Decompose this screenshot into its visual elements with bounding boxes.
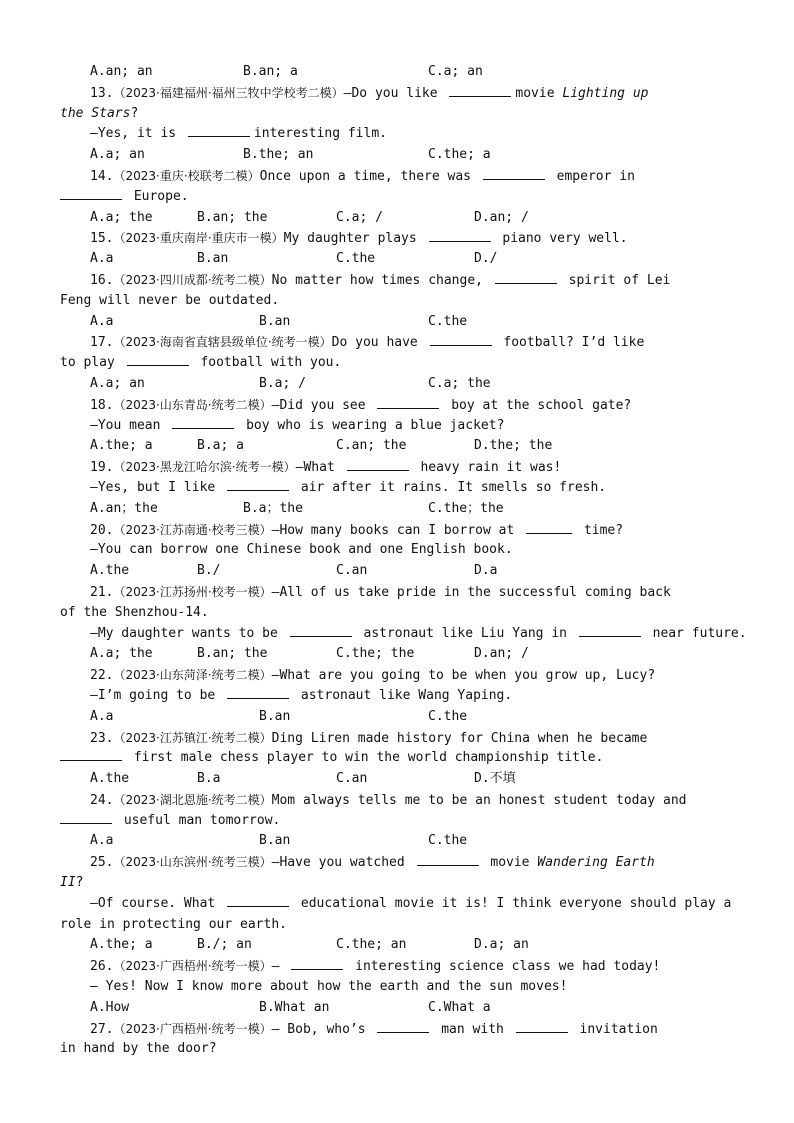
q19-option-b: B.a；the (243, 500, 303, 516)
q25-blank-2 (227, 894, 289, 907)
q25-line4: role in protecting our earth. (60, 916, 287, 932)
q13-option-c: C.the; a (428, 147, 491, 163)
q23-source: （2023·江苏镇江·统考二模） (113, 730, 272, 745)
q27-blank-1 (377, 1020, 429, 1033)
q21-option-d: D.an; / (474, 646, 529, 662)
q20-line2: —You can borrow one Chinese book and one English book. (90, 542, 513, 558)
q24-line2: useful man tomorrow. (60, 811, 736, 832)
q19-blank-1 (347, 458, 409, 471)
q13-blank-2 (188, 124, 250, 137)
q21-options (60, 644, 736, 665)
q14-options (60, 208, 736, 229)
q20-option-c: C.an (336, 563, 368, 579)
q26-option-b: B.What an (259, 999, 330, 1015)
q18-options (60, 436, 736, 457)
q23-option-a: A.the (90, 771, 130, 787)
q15-options (60, 249, 736, 270)
q16-option-a: A.a (90, 313, 114, 329)
q17-source: （2023·海南省直辖县级单位·统考一模） (113, 335, 332, 350)
q24-option-b: B.an (259, 833, 291, 849)
q18-option-d: D.the; the (474, 438, 553, 454)
q26-source: （2023·广西梧州·统考一模） (113, 959, 272, 974)
q27-blank-2 (516, 1020, 568, 1033)
q25-options (60, 935, 736, 956)
q27-source: （2023·广西梧州·统考一模） (113, 1021, 272, 1036)
q15-line1: 15.（2023·重庆南岸·重庆市一模）My daughter plays piano very well. (90, 231, 628, 247)
q26-line2: — Yes! Now I know more about how the earth and the sun moves! (90, 979, 568, 995)
q22-line1: 22.（2023·山东菏泽·统考二模）—What are you going to be when you grow up, Lucy? (90, 668, 656, 684)
q23-option-d: D.不填 (474, 771, 516, 787)
q17-line2: to play football with you. (60, 355, 342, 371)
q22-line2: —I’m going to be astronaut like Wang Yaping. (90, 687, 513, 703)
q15-option-b: B.an (197, 251, 229, 267)
q14-option-c: C.a; / (336, 209, 383, 225)
q20-blank (526, 521, 572, 534)
question-list (60, 62, 747, 1060)
q21-blank-2 (579, 624, 641, 637)
q25-line3: —Of course. What educational movie it is! I think everyone should play a (90, 895, 732, 911)
q24-line1: 24.（2023·湖北恩施·统考二模）Mom always tells me to be an honest student today and (90, 792, 687, 808)
q20-source: （2023·江苏南通·校考三模） (113, 522, 272, 537)
q18-line2: —You mean boy who is wearing a blue jacket? (90, 417, 505, 433)
q24-option-a: A.a (90, 833, 114, 849)
q23-line1: 23.（2023·江苏镇江·统考二模）Ding Liren made history for China when he became (90, 730, 648, 746)
q12-option-a: A.an; an (90, 64, 153, 79)
q21-source: （2023·江苏扬州·校考一模） (113, 584, 272, 599)
q13-option-b: B.the; an (243, 147, 314, 163)
q22-option-c: C.the (428, 708, 468, 724)
q15-option-a: A.a (90, 251, 114, 267)
q17-options (60, 374, 736, 395)
q25-option-c: C.the; an (336, 937, 407, 953)
q23-option-c: C.an (336, 771, 368, 787)
q17-option-a: A.a; an (90, 375, 145, 391)
q19-line1: 19.（2023·黑龙江哈尔滨·统考一模）—What heavy rain it was! (90, 460, 562, 476)
q19-option-a: A.an；the (90, 500, 158, 516)
q24-option-c: C.the (428, 833, 468, 849)
q25-option-b: B./; an (197, 937, 252, 953)
q16-blank (495, 271, 557, 284)
q12-options (60, 62, 736, 83)
q14-line2: Europe. (60, 187, 736, 208)
q15-source: （2023·重庆南岸·重庆市一模） (113, 231, 284, 246)
q14-line1: 14.（2023·重庆·校联考二模）Once upon a time, there was emperor in (90, 168, 635, 184)
q26-line1: 26.（2023·广西梧州·统考一模）— interesting science class we had today! (90, 959, 661, 975)
q26-option-c: C.What a (428, 999, 491, 1015)
q16-option-c: C.the (428, 313, 468, 329)
q13-source: （2023·福建福州·福州三牧中学校考二模） (113, 85, 344, 100)
q22-option-b: B.an (259, 708, 291, 724)
q25-option-d: D.a; an (474, 937, 529, 953)
q21-option-c: C.the; the (336, 646, 415, 662)
q18-blank-1 (377, 396, 439, 409)
q21-option-b: B.an; the (197, 646, 268, 662)
q17-option-c: C.a; the (428, 375, 491, 391)
q16-option-b: B.an (259, 313, 291, 329)
q21-option-a: A.a; the (90, 646, 153, 662)
q25-blank-1 (417, 853, 479, 866)
q18-source: （2023·山东青岛·统考二模） (113, 397, 272, 412)
q18-option-c: C.an; the (336, 438, 407, 454)
q20-line1: 20.（2023·江苏南通·校考三模）—How many books can I borrow at time? (90, 522, 624, 538)
q24-options (60, 831, 736, 852)
q12-option-b: B.an; a (243, 64, 298, 79)
q13-option-a: A.a; an (90, 147, 145, 163)
q13-line1: 13.（2023·福建福州·福州三牧中学校考二模）—Do you like movie Lighting up (90, 85, 649, 101)
q13-movie-title: Lighting up (562, 85, 649, 101)
q13-number: 13. (90, 85, 114, 101)
q14-source: （2023·重庆·校联考二模） (113, 168, 260, 183)
q16-line2: Feng will never be outdated. (60, 292, 280, 308)
q20-options (60, 561, 736, 582)
q24-source: （2023·湖北恩施·统考二模） (113, 792, 272, 807)
q19-option-c: C.the；the (428, 500, 504, 516)
q13-line2: the Stars? (60, 105, 139, 121)
q25-option-a: A.the; a (90, 937, 153, 953)
q17-blank-1 (430, 333, 492, 346)
q27-line1: 27.（2023·广西梧州·统考一模）— Bob, who’s man with invitation (90, 1021, 658, 1037)
q26-options (60, 998, 736, 1019)
q23-options (60, 769, 736, 790)
q18-line1: 18.（2023·山东青岛·统考二模）—Did you see boy at the school gate? (90, 397, 632, 413)
q22-blank (227, 686, 289, 699)
q13-options (60, 145, 736, 166)
q14-blank-2 (60, 187, 122, 200)
q14-blank-1 (483, 167, 545, 180)
q25-movie-title: Wandering Earth (537, 855, 655, 871)
q19-blank-2 (227, 478, 289, 491)
q18-blank-2 (172, 416, 234, 429)
q15-option-c: C.the (336, 251, 376, 267)
q19-source: （2023·黑龙江哈尔滨·统考一模） (113, 460, 296, 475)
q13-line3: —Yes, it is interesting film. (90, 126, 387, 142)
q20-option-b: B./ (197, 563, 221, 579)
q23-line2: first male chess player to win the world championship title. (60, 748, 736, 769)
q24-blank (60, 811, 112, 824)
q13-blank-1 (449, 84, 511, 97)
q14-option-d: D.an; / (474, 209, 529, 225)
q21-line2: of the Shenzhou-14. (60, 604, 209, 620)
q18-option-a: A.the; a (90, 438, 153, 454)
q21-blank-1 (290, 624, 352, 637)
q16-source: （2023·四川成都·统考二模） (113, 272, 272, 287)
q26-option-a: A.How (90, 999, 130, 1015)
q14-option-b: B.an; the (197, 209, 268, 225)
q25-line2: II? (60, 875, 84, 891)
q19-line2: —Yes, but I like air after it rains. It smells so fresh. (90, 479, 607, 495)
q19-options (60, 499, 736, 520)
q22-options (60, 707, 736, 728)
q26-blank (291, 957, 343, 970)
q14-option-a: A.a; the (90, 209, 153, 225)
q25-line1: 25.（2023·山东滨州·统考三模）—Have you watched movie Wandering Earth (90, 855, 655, 871)
q22-source: （2023·山东菏泽·统考二模） (113, 668, 272, 683)
q25-source: （2023·山东滨州·统考三模） (113, 855, 272, 870)
q23-option-b: B.a (197, 771, 221, 787)
q23-blank (60, 748, 122, 761)
q15-option-d: D./ (474, 251, 498, 267)
q17-blank-2 (127, 353, 189, 366)
q20-option-a: A.the (90, 563, 130, 579)
q21-line1: 21.（2023·江苏扬州·校考一模）—All of us take pride in the successful coming back (90, 584, 671, 600)
q16-line1: 16.（2023·四川成都·统考二模）No matter how times change, spirit of Lei (90, 272, 671, 288)
q21-line3: —My daughter wants to be astronaut like Liu Yang in near future. (90, 625, 747, 641)
q17-line1: 17.（2023·海南省直辖县级单位·统考一模）Do you have football? I’d like (90, 335, 645, 351)
q27-line2: in hand by the door? (60, 1041, 217, 1057)
q16-options (60, 312, 736, 333)
q18-option-b: B.a; a (197, 438, 244, 454)
q20-option-d: D.a (474, 563, 498, 579)
q12-option-c: C.a; an (428, 64, 483, 79)
q17-option-b: B.a; / (259, 375, 306, 391)
q15-blank (429, 229, 491, 242)
q22-option-a: A.a (90, 708, 114, 724)
